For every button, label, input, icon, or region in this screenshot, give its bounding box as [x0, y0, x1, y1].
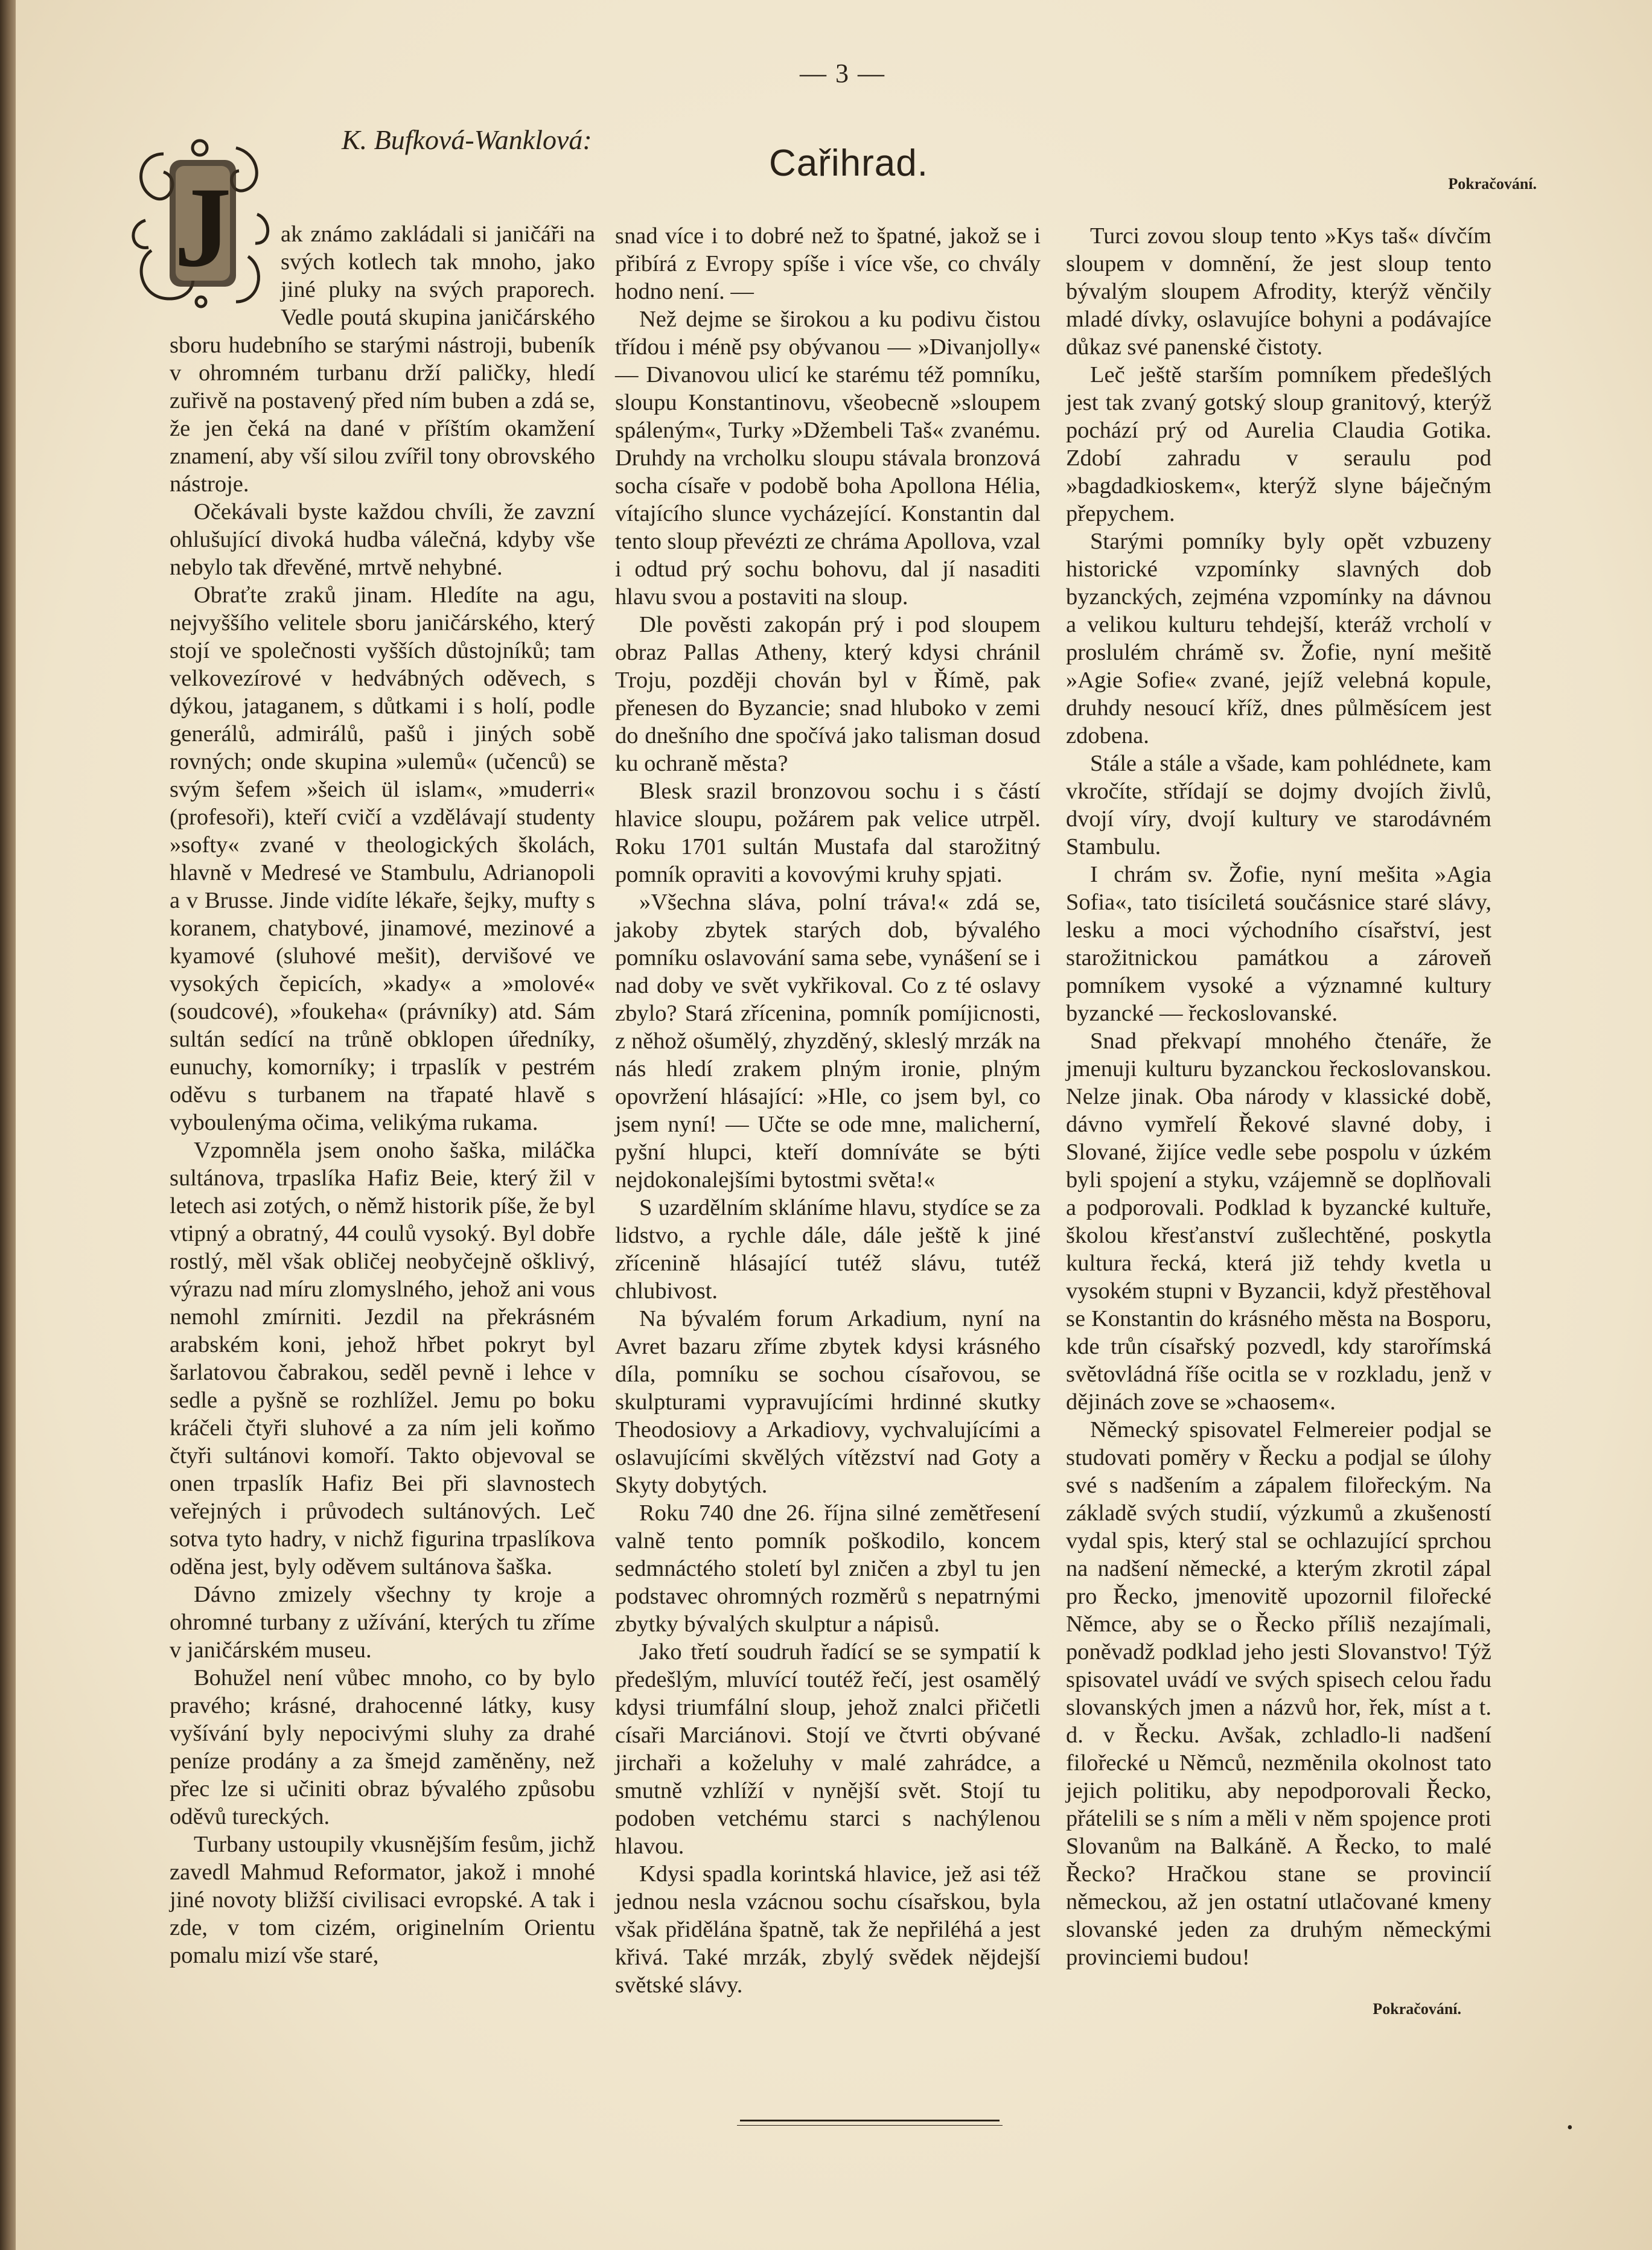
paragraph: »Všechna sláva, polní tráva!« zdá se, jakoby zbytek starých dob, bývalého pomníku oslavování sama sebe, vynášení se i nad doby ve svět vykřikoval. Co z té oslavy zbylo? Stará zřícenina, pomník pomíjicnosti, z něhož ošumělý, zhyzděný, skleslý mrzák na nás hledí zrakem plným ironie, plným opovržení hlásající: »Hle, co jsem byl, co jsem nyní! — Učte se ode mne, malicherní, pyšní hlupci, kteří domníváte se býti nejdokonalejšími bytostmi světa!« [615, 890, 1041, 1193]
paragraph: Jako třetí soudruh řadící se se sympatií k předešlým, mluvící toutéž řečí, jest osamělý kdysi triumfální sloup, jehož znalci přičetli císaři Marciánovi. Stojí ve čtvrti obývané jirchaři a koželuhy v malé zahrádce, a smutně vzhlíží v nynější svět. Stojí tu podoben vetchému starci s nachýlenou hlavou. [615, 1639, 1041, 1859]
paragraph: Turci zovou sloup tento »Kys taš« dívčím sloupem v domnění, že jest sloup tento bývalým sloupem Afrodity, kterýž věnčily mladé dívky, oslavujíce bohyni a podávajíce důkaz své panenské čistoty. [1066, 223, 1491, 360]
paragraph: Leč ještě starším pomníkem předešlých jest tak zvaný gotský sloup granitový, kterýž pochází prý od Aurelia Claudia Gotika. Zdobí zahradu v seraulu pod »bagdadkioskem«, kterýž slyne báječným přepychem. [1066, 362, 1491, 526]
paragraph: Stále a stále a všade, kam pohlédnete, kam vkročíte, střídají se dojmy dvojích živlů, dvojí víry, dvojí kultury ve starodávném Stambulu. [1066, 751, 1491, 859]
paragraph: Turbany ustoupily vkusnějším fesům, jichž zavedl Mahmud Reformator, jakož i mnohé jiné novoty bližší civilisaci evropské. A tak i zde, v tom cizém, originelním Orientu pomalu mizí vše staré, [170, 1832, 595, 1968]
paragraph: Dle pověsti zakopán prý i pod sloupem obraz Pallas Atheny, který kdysi chránil Troju, později chován byl v Římě, pak přenesen do Byzancie; snad hluboko v zemi do dnešního dne spočívá jako talisman dosud ku ochraně města? [615, 612, 1041, 776]
bullet-mark: • [1567, 2118, 1573, 2137]
author-name: K. Bufková-Wanklová: [342, 124, 592, 155]
paragraph: Obraťte zraků jinam. Hledíte na agu, nejvyššího velitele sboru janičárského, který stojí ve společnosti vyšších důstojníků; tam velkovezírové v hedvábných oděvech, s dýkou, jataganem, s důtkami i s holí, podle generálů, admirálů, pašů i jiných sobě rovných; onde skupina »ulemů« (učenců) se svým šefem »šeich ül islam«, »muderri« (profesoři), kteří cvičí a vzdělávají studenty »softy« zvané v theologických školách, hlavně v Medresé ve Stambulu, Adrianopoli a v Brusse. Jinde vidíte lékaře, šejky, mufty s koranem, chatybové, jinamové, mezinové a kyamové (sluhové mešit), dervišové ve vysokých čepicích, »kady« a »molové« (soudcové), »foukeha« (právníky) atd. Sám sultán sedící na trůně obklopen úředníky, eunuchy, komorníky; i trpaslík v pestrém oděvu s turbanem na třapaté hlavě s vyboulenýma očima, velikýma rukama. [170, 582, 595, 1135]
column-2 [615, 222, 1041, 1999]
paragraph: Snad překvapí mnohého čtenáře, že jmenuji kulturu byzanckou řeckoslovanskou. Nelze jinak. Oba národy v klassické době, dávno vymřelí Řekové slavné doby, i Slované, žijíce vedle sebe pospolu v úzkém byli spojení a styku, vzájemně se doplňovali a podporovali. Podklad k byzancké kultuře, školou křesťanství zušlechtěné, poskytla kultura řecká, která již tehdy kvetla u vysokém stupni v Byzancii, když přestěhoval se Konstantin do krásného města na Bosporu, kde trůn císařský pozvedl, kdy starořímská světovládná říše ocitla se v rozkladu, jenž v dějinách zove se »chaosem«. [1066, 1028, 1491, 1415]
end-rule [740, 2120, 1000, 2121]
paragraph: Očekávali byste každou chvíli, že zavzní ohlušující divoká hudba válečná, kdyby vše nebylo tak dřevěné, mrtvě nehybné. [170, 499, 595, 580]
paragraph: ak známo zakládali si janičáři na svých kotlech tak mnoho, jako jiné pluky na svých praporech. Vedle poutá skupina janičárského sboru hudebního se starými nástroji, bubeník v ohromném turbanu drží paličky, hledí zuřivě na postavený před ním buben a zdá se, že jen čeká na dané v příštím okamžení znamení, aby vší silou zvířil tony obrovského nástroje. [170, 221, 595, 497]
paragraph: I chrám sv. Žofie, nyní mešita »Agia Sofia«, tato tisíciletá součásnice staré slávy, lesku a moci východního císařství, jest starožitnickou památkou a zároveň pomníkem vysoké a významné kultury byzancké — řeckoslovanské. [1066, 862, 1491, 1026]
article-title: Cařihrad. [769, 142, 928, 184]
end-rule-thin [737, 2125, 1003, 2126]
svg-text:J: J [174, 164, 232, 291]
paragraph: snad více i to dobré než to špatné, jakož se i přibírá z Evropy spíše i více vše, co chvály hodno není. — [615, 223, 1041, 304]
paragraph: Bohužel není vůbec mnoho, co by bylo pravého; krásné, drahocenné látky, kusy vyšívání byly nepocivými sluhy za drahé peníze prodány a za šmejd zaměněny, než přec lze si učiniti obraz bývalého způsobu oděvů tureckých. [170, 1665, 595, 1829]
page [16, 0, 1652, 2250]
paragraph: Blesk srazil bronzovou sochu i s částí hlavice sloupu, požárem pak velice utrpěl. Roku 1701 sultán Mustafa dal starožitný pomník opraviti a kovovými kruhy spjati. [615, 779, 1041, 887]
continuation-note-bottom: Pokračování. [1373, 2000, 1461, 2018]
paragraph: Vzpomněla jsem onoho šaška, miláčka sultánova, trpaslíka Hafiz Beie, který žil v letech asi zotých, o němž historik píše, že byl vtipný a obratný, 44 coulů vysoký. Byl dobře rostlý, měl však obličej neobyčejně ošklivý, výrazu nad míru zlomyslného, jehož ani vous nemohl zmírniti. Jezdil na překrásném arabském koni, jehož hřbet pokryt byl šarlatovou čabrakou, seděl pevně i lehce v sedle a pyšně se rozhlížel. Jemu po boku kráčeli čtyři sluhové a za ním jeli koňmo čtyři sultánovi komoří. Takto objevoval se onen trpaslík Hafiz Bei při slavnostech veřejných i průvodech sultánových. Leč sotva tyto hadry, v nichž figurina trpaslíkova oděna jest, byly oděvem sultánova šaška. [170, 1138, 595, 1579]
column-1 [170, 164, 595, 1969]
paragraph: Roku 740 dne 26. října silné zemětřesení valně tento pomník poškodilo, koncem sedmnáctého století byl zničen a zbyl tu jen podstavec ohromných rozměrů s nepatrnými zbytky bývalých skulptur a nápisů. [615, 1500, 1041, 1637]
column-3 [1066, 222, 1491, 2023]
paragraph: Na bývalém forum Arkadium, nyní na Avret bazaru zříme zbytek kdysi krásného díla, pomníku se sochou císařovou, se skulpturami vypravujícími hrdinné skutky Theodosiovy a Arkadiovy, vychvalujícími a oslavujícími skvělých vítězství nad Goty a Skyty dobytých. [615, 1306, 1041, 1498]
paragraph: Německý spisovatel Felmereier podjal se studovati poměry v Řecku a podjal se úlohy své s nadšením a zápalem filořeckým. Na základě svých studií, výzkumů a zkušeností vydal spis, který stal se ochlazující sprchou na nadšení německé, a kterým zkrotil zápal pro Řecko, jmenovitě upozornil filořecké Němce, aby se o Řecko příliš nezajímali, poněvadž podklad jeho jesti Slovanstvo! Týž spisovatel uvádí ve svých spisech celou řadu slovanských jmen a názvů hor, řek, míst a t. d. v Řecku. Avšak, zchladlo-li nadšení filořecké u Němců, nezměnila okolnost tato jejich politiku, aby nepodporovali Řecko, přátelili se s ním a měli v něm spojence proti Slovanům na Balkáně. A Řecko, to malé Řecko? Hračkou stane se provincií německou, až jen ostatní utlačované kmeny slovanské jeden za druhým německými provinciemi budou! [1066, 1417, 1491, 1970]
paragraph: Než dejme se širokou a ku podivu čistou třídou i méně psy obývanou — »Divanjolly« — Divanovou ulicí ke starému též pomníku, sloupu Konstantinovu, všeobecně »sloupem spáleným«, Turky »Džembeli Taš« zvanému. Druhdy na vrcholku sloupu stávala bronzová socha císaře v podobě boha Apollona Hélia, vítajícího slunce vycházející. Konstantin dal tento sloup převézti ze chráma Apollova, vzal i odtud prý sochu bohovu, dal jí nasaditi hlavu svou a postaviti na sloup. [615, 307, 1041, 610]
paragraph: Dávno zmizely všechny ty kroje a ohromné turbany z užívání, kterých tu zříme v janičárském museu. [170, 1582, 595, 1663]
page-number: — 3 — [800, 59, 885, 88]
paragraph: Kdysi spadla korintská hlavice, jež asi též jednou nesla vzácnou sochu císařskou, byla však přidělána špatně, tak že nepřiléhá a jest křivá. Také mrzák, zbylý svědek nějdejší světské slávy. [615, 1861, 1041, 1998]
book-spine [0, 0, 16, 2250]
continuation-note-top: Pokračování. [1448, 175, 1537, 193]
ornamental-initial-j [127, 130, 272, 311]
paragraph: S uzardělním skláníme hlavu, stydíce se za lidstvo, a rychle dále, dále ještě k jiné zřícenině hlásající tutéž slávu, tutéž chlubivost. [615, 1195, 1041, 1304]
paragraph: Starými pomníky byly opět vzbuzeny historické vzpomínky slavných dob byzanckých, zejména vzpomínky na dávnou a velikou kulturu tehdejší, kteráž vrcholí v proslulém chrámě sv. Žofie, nyní mešitě »Agie Sofie« zvané, jejíž velebná kopule, druhdy nesoucí kříž, dnes půlměsícem jest zdobena. [1066, 529, 1491, 748]
